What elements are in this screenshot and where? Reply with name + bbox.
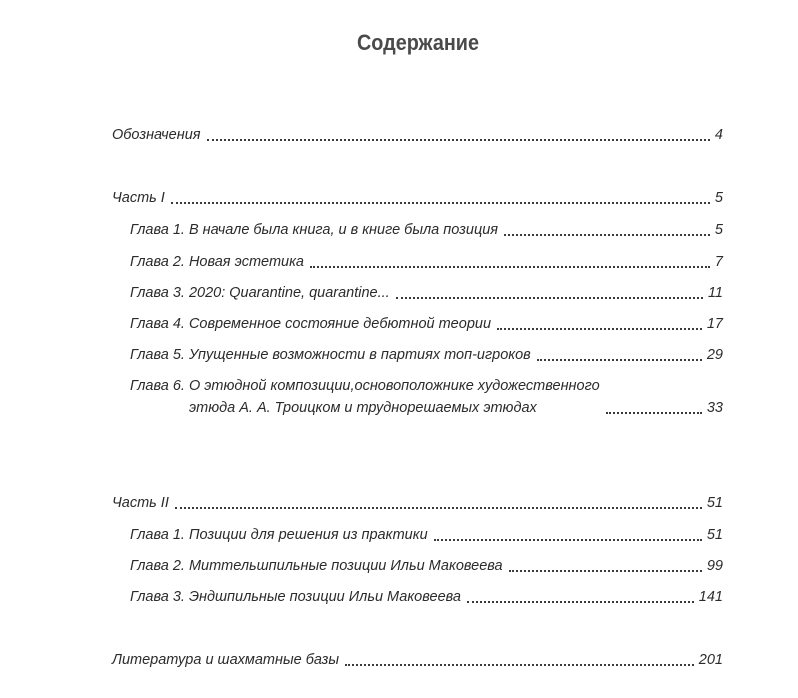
- toc-entry-part-1-chapter-4: [130, 313, 723, 335]
- toc-entry-part-1-chapter-2: [130, 251, 723, 273]
- dot-leader: [509, 570, 702, 572]
- toc-entry-part-1-chapter-5: [130, 344, 723, 366]
- toc-entry-page: 201: [698, 652, 723, 668]
- toc-entry-page: 11: [707, 285, 723, 301]
- dot-leader: [310, 266, 710, 268]
- toc-entry-part-2-chapter-2: [130, 555, 723, 577]
- toc-entry-page: 33: [706, 400, 723, 416]
- toc-entry-page: 51: [706, 495, 723, 511]
- toc-entry-label: Литература и шахматные базы: [112, 652, 340, 668]
- toc-entry-part-2: [112, 492, 723, 514]
- toc-entry-label: Глава 1. Позиции для решения из практики: [130, 527, 428, 543]
- toc-entry-label: Глава 1. В начале была книга, и в книге была позиция: [130, 222, 499, 238]
- toc-entry-label: Глава 3. Эндшпильные позиции Ильи Маковеева: [130, 589, 461, 605]
- toc-entry-page: 29: [706, 347, 723, 363]
- toc-entry-label: [130, 375, 600, 419]
- toc-entry-part-1-chapter-6: [130, 375, 723, 419]
- dot-leader: [175, 507, 702, 509]
- dot-leader: [537, 359, 702, 361]
- toc-entry-label: Обозначения: [112, 127, 201, 143]
- toc-entry-label: Глава 3. 2020: Quarantine, quarantine...: [130, 285, 390, 301]
- toc-entry-label: Глава 2. Новая эстетика: [130, 254, 304, 270]
- toc-entry-part-2-chapter-1: [130, 524, 723, 546]
- toc-entry-page: 17: [706, 316, 723, 332]
- toc-entry-page: 51: [706, 527, 723, 543]
- toc-entry-part-2-chapter-3: [130, 586, 723, 608]
- toc-entry-notation: [112, 124, 723, 146]
- toc-entry-label: Глава 4. Современное состояние дебютной теории: [130, 316, 492, 332]
- dot-leader: [396, 297, 703, 299]
- toc-entry-part-1-chapter-1: [130, 219, 723, 241]
- dot-leader: [345, 664, 694, 666]
- dot-leader: [207, 139, 710, 141]
- dot-leader: [497, 328, 702, 330]
- dot-leader: [504, 234, 710, 236]
- page-title: Содержание: [356, 30, 479, 55]
- toc-entry-page: 5: [714, 190, 723, 206]
- toc-entry-bibliography: [112, 649, 723, 671]
- dot-leader: [606, 412, 702, 414]
- toc-entry-part-1: [112, 187, 723, 209]
- dot-leader: [467, 601, 694, 603]
- toc-entry-page: 4: [714, 127, 723, 143]
- toc-entry-label: Часть II: [112, 495, 169, 511]
- toc-entry-page: 5: [714, 222, 723, 238]
- toc-entry-page: 141: [698, 589, 723, 605]
- toc-entry-label: Глава 2. Миттельшпильные позиции Ильи Маковеева: [130, 558, 503, 574]
- toc-entry-label: Глава 5. Упущенные возможности в партиях топ-игроков: [130, 347, 531, 363]
- toc-entry-label: Часть I: [112, 190, 165, 206]
- toc-entry-page: 99: [706, 558, 723, 574]
- toc-entry-label-line-2: этюда А. А. Троицком и труднорешаемых этюдах: [189, 400, 537, 416]
- toc-entry-part-1-chapter-3: [130, 282, 723, 304]
- dot-leader: [171, 202, 710, 204]
- dot-leader: [434, 539, 702, 541]
- toc-entry-page: 7: [714, 254, 723, 270]
- toc-entry-label-line-1: Глава 6. О этюдной композиции,основоположнике художественного: [130, 378, 600, 394]
